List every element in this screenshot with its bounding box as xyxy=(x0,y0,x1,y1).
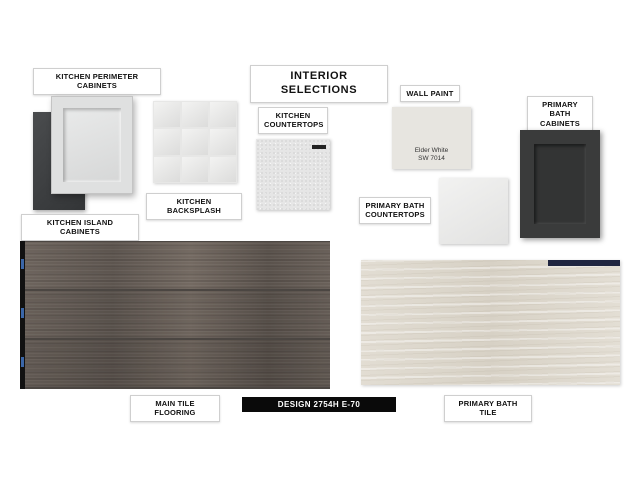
backsplash-tile xyxy=(182,129,208,154)
primary-bath-countertop-swatch xyxy=(439,178,508,244)
paint-code: SW 7014 xyxy=(418,155,445,163)
label-kitchen-countertops xyxy=(258,107,328,134)
kitchen-backsplash-swatch xyxy=(153,101,237,183)
label-primary-bath-cabinets xyxy=(527,96,593,132)
backsplash-tile xyxy=(154,102,180,127)
backsplash-tile xyxy=(182,102,208,127)
design-label: DESIGN 2754H E-70 xyxy=(242,397,396,412)
label-line: COUNTERTOPS xyxy=(264,120,324,130)
backsplash-tile xyxy=(210,129,236,154)
label-wall-paint: WALL PAINT xyxy=(400,85,460,102)
board-title: INTERIOR SELECTIONS xyxy=(250,65,388,103)
primary-bath-tile-swatch xyxy=(361,260,620,385)
kitchen-perimeter-cabinet-swatch xyxy=(51,96,133,194)
paint-name: Elder White xyxy=(414,147,449,154)
backsplash-tile xyxy=(210,102,236,127)
floor-plank xyxy=(20,242,330,289)
main-tile-flooring-swatch xyxy=(20,241,330,389)
label-primary-bath-countertops xyxy=(359,197,431,224)
label-line: PRIMARY BATH xyxy=(542,100,578,119)
label-line: PRIMARY BATH xyxy=(365,201,425,210)
label-kitchen-backsplash: KITCHEN BACKSPLASH xyxy=(146,193,242,220)
label-line: KITCHEN xyxy=(275,111,311,120)
sample-tag xyxy=(548,260,620,266)
cabinet-door-panel xyxy=(534,144,586,224)
selection-board xyxy=(0,56,640,420)
wall-paint-chip xyxy=(392,107,471,169)
cabinet-door-panel xyxy=(63,108,121,182)
label-line: COUNTERTOPS xyxy=(365,210,425,220)
primary-bath-cabinet-swatch xyxy=(520,130,600,238)
floor-plank xyxy=(20,291,330,338)
sample-tag xyxy=(312,145,326,149)
floor-plank xyxy=(20,340,330,387)
backsplash-tile xyxy=(182,157,208,182)
backsplash-tile xyxy=(154,129,180,154)
label-line: CABINETS xyxy=(540,118,580,128)
label-kitchen-perimeter-cabinets: KITCHEN PERIMETER CABINETS xyxy=(33,68,161,95)
label-kitchen-island-cabinets: KITCHEN ISLAND CABINETS xyxy=(21,214,139,241)
backsplash-tile xyxy=(210,157,236,182)
label-primary-bath-tile: PRIMARY BATH TILE xyxy=(444,395,532,422)
sample-edge-strip xyxy=(20,241,25,389)
label-main-tile-flooring: MAIN TILE FLOORING xyxy=(130,395,220,422)
kitchen-countertop-swatch xyxy=(256,139,330,210)
backsplash-tile xyxy=(154,157,180,182)
